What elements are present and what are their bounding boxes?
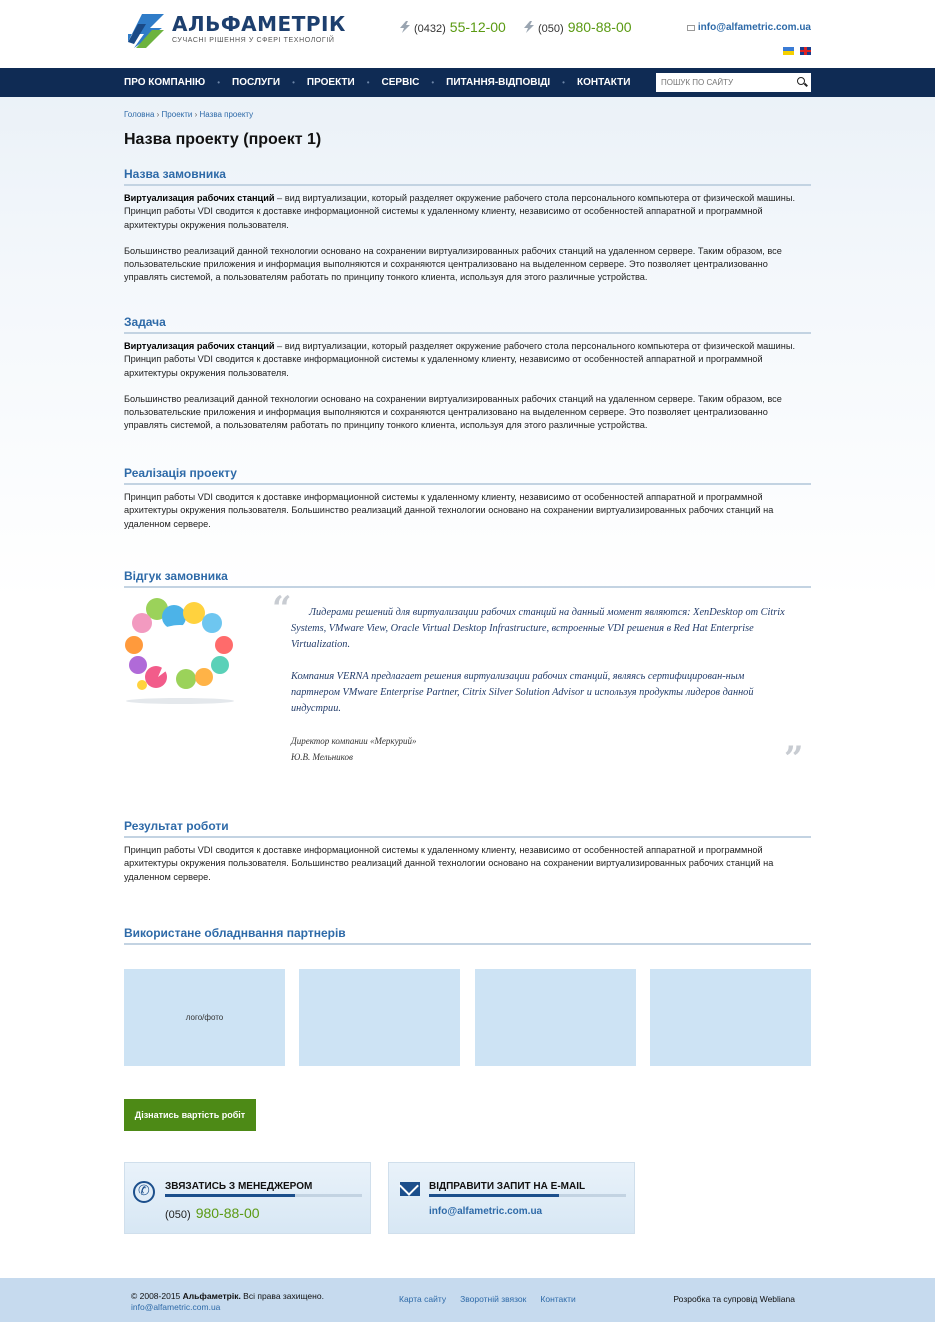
partner-card[interactable] xyxy=(650,969,811,1066)
paragraph: Большинство реализаций данной технологии основано на сохранении виртуализированных рабочих станций на удаленном сервере. Таким образом, все пользовательские приложения и информация выполняются и сохраняются централизовано на выделенном сервере. Это позволяет централизованно управлять системой, а пользователям работать по принципу тонкого клиента, используя для этого различные устройства. xyxy=(124,393,782,431)
paragraph: Принцип работы VDI сводится к доставке информационной системы к удаленному клиенту, независимо от особенностей аппаратной и программной архитектуры окружения пользователя. Большинство реализаций данной технологии основано на сохранении виртуализированных рабочих станций на удаленном сервере. xyxy=(124,845,774,882)
header-email-text: info@alfametric.com.ua xyxy=(697,22,811,33)
review-author-title: Директор компании «Меркурий» xyxy=(291,736,417,746)
contact-phone-code: (050) xyxy=(165,1209,191,1221)
phone-2-code: (050) xyxy=(538,23,564,35)
nav-item-about[interactable]: ПРО КОМПАНІЮ xyxy=(124,77,206,88)
quote-open-icon: “ xyxy=(272,589,292,629)
footer-link-contacts[interactable]: Контакти xyxy=(540,1294,576,1304)
language-switcher xyxy=(783,47,811,55)
nav-separator: • xyxy=(217,78,221,87)
paragraph-text: – вид виртуализации, который разделяет окружение рабочего стола персонального компьютера от физической машины. Принцип работы VDI сводится к доставке информационной системы к удаленному клиенту, независимо от особенностей аппаратной и программной архитектуры окружения пользователя. xyxy=(124,193,796,230)
partner-card[interactable] xyxy=(299,969,460,1066)
logo-name: АЛЬФАМЕТРІК xyxy=(172,12,346,36)
footer-links xyxy=(399,1294,576,1304)
contact-manager-box[interactable] xyxy=(124,1162,371,1234)
phone-2-number: 980-88-00 xyxy=(567,19,632,35)
speech-bubbles-illustration xyxy=(124,597,236,707)
bold-term: Виртуализация рабочих станций xyxy=(124,341,275,351)
review-quote xyxy=(291,605,791,765)
copyright-suffix: Всі права захищено. xyxy=(240,1291,324,1301)
quote-paragraph: Лидерами решений для виртуализации рабочих станций на данный момент являются: XenDesktop от Citrix Systems, VMware View, Oracle Virtual Desktop Infrastructure, встроенные VDI решения в Red Hat Enterprise Virtualization. xyxy=(291,607,785,650)
contact-email-box[interactable] xyxy=(388,1162,635,1234)
breadcrumb-separator: › xyxy=(194,110,198,119)
search-box xyxy=(656,73,811,92)
copyright-brand: Альфаметрік. xyxy=(182,1291,241,1301)
flag-ua-icon[interactable] xyxy=(783,47,794,55)
contact-manager-title: ЗВЯЗАТИСЬ З МЕНЕДЖЕРОМ xyxy=(165,1181,313,1192)
contact-email-title: ВІДПРАВИТИ ЗАПИТ НА E-MAIL xyxy=(429,1181,586,1192)
bold-term: Виртуализация рабочих станций xyxy=(124,193,275,203)
footer-link-sitemap[interactable]: Карта сайту xyxy=(399,1294,447,1304)
bolt-icon xyxy=(523,21,535,33)
paragraph: Принцип работы VDI сводится к доставке информационной системы к удаленному клиенту, независимо от особенностей аппаратной и программной архитектуры окружения пользователя. Большинство реализаций данной технологии основано на сохранении виртуализированных рабочих станций на удаленном сервере. xyxy=(124,492,774,529)
developer-credit xyxy=(673,1294,795,1304)
section-customer xyxy=(124,167,811,285)
section-task xyxy=(124,315,811,433)
footer-link-feedback[interactable]: Зворотній звязок xyxy=(460,1294,527,1304)
developer-prefix: Розробка та супровід xyxy=(673,1294,760,1304)
phone-icon xyxy=(133,1181,155,1203)
quote-close-icon: ” xyxy=(784,739,804,779)
mail-icon xyxy=(400,1182,420,1196)
section-partners xyxy=(124,926,811,945)
section-title: Використане обладнвання партнерів xyxy=(124,926,811,945)
main-nav xyxy=(0,68,935,97)
header-email-link[interactable] xyxy=(687,22,811,33)
footer-email-link[interactable]: info@alfametric.com.ua xyxy=(131,1302,221,1312)
section-realization xyxy=(124,466,811,531)
nav-item-projects[interactable]: ПРОЕКТИ xyxy=(306,77,355,88)
section-title: Назва замовника xyxy=(124,167,811,186)
logo[interactable] xyxy=(124,12,346,50)
search-input[interactable] xyxy=(656,74,793,91)
breadcrumb-projects[interactable]: Проекти xyxy=(161,110,193,119)
contact-email-link[interactable]: info@alfametric.com.ua xyxy=(429,1206,543,1217)
site-header xyxy=(0,0,935,68)
paragraph: Большинство реализаций данной технологии основано на сохранении виртуализированных рабочих станций на удаленном сервере. Таким образом, все пользовательские приложения и информация выполняются и сохраняются централизовано на выделенном сервере. Это позволяет централизованно управлять системой, а пользователям работать по принципу тонкого клиента, используя для этого различные устройства. xyxy=(124,245,782,283)
divider xyxy=(165,1194,362,1197)
breadcrumb xyxy=(124,110,811,119)
section-title: Задача xyxy=(124,315,811,334)
nav-item-services[interactable]: ПОСЛУГИ xyxy=(232,77,281,88)
breadcrumb-separator: › xyxy=(156,110,160,119)
nav-separator: • xyxy=(431,78,435,87)
bolt-icon xyxy=(399,21,411,33)
developer-link[interactable]: Webliana xyxy=(759,1294,795,1304)
nav-separator: • xyxy=(562,78,565,87)
search-icon[interactable] xyxy=(793,74,811,91)
header-phone-2[interactable] xyxy=(523,19,632,35)
section-review xyxy=(124,569,811,779)
section-title: Відгук замовника xyxy=(124,569,811,588)
get-price-button[interactable]: Дізнатись вартість робіт xyxy=(124,1099,256,1131)
breadcrumb-home[interactable]: Головна xyxy=(124,110,155,119)
page-title: Назва проекту (проект 1) xyxy=(124,131,322,148)
section-result xyxy=(124,819,811,884)
partner-card[interactable] xyxy=(475,969,636,1066)
main-content xyxy=(124,97,811,1221)
paragraph xyxy=(124,192,811,232)
section-title: Результат роботи xyxy=(124,819,811,838)
nav-separator: • xyxy=(292,78,295,87)
logo-tagline: СУЧАСНІ РІШЕННЯ У СФЕРІ ТЕХНОЛОГІЙ xyxy=(172,37,335,44)
paragraph-text: – вид виртуализации, который разделяет окружение рабочего стола персонального компьютера от физической машины. Принцип работы VDI сводится к доставке информационной системы к удаленному клиенту, независимо от особенностей аппаратной и программной архитектуры окружения пользователя. xyxy=(124,341,796,378)
paragraph xyxy=(124,340,811,380)
envelope-icon xyxy=(687,25,695,31)
phone-1-code: (0432) xyxy=(414,23,446,35)
nav-item-contacts[interactable]: КОНТАКТИ xyxy=(576,77,631,88)
phone-1-number: 55-12-00 xyxy=(449,19,506,35)
header-phone-1[interactable] xyxy=(399,19,506,35)
contact-phone-number: 980-88-00 xyxy=(195,1205,260,1221)
quote-paragraph: Компания VERNA предлагает решения виртуализации рабочих станций, являясь сертифицирован-ным партнером VMware Enterprise Partner, Citrix Silver Solution Advisor и используя продукты лидеров данной индустрии. xyxy=(291,671,754,714)
divider xyxy=(429,1194,626,1197)
contact-manager-phone[interactable] xyxy=(165,1205,260,1221)
partner-card[interactable]: лого/фото xyxy=(124,969,285,1066)
nav-item-service[interactable]: СЕРВІС xyxy=(381,77,420,88)
review-author-name: Ю.В. Мельников xyxy=(291,752,353,762)
section-title: Реалізація проекту xyxy=(124,466,811,485)
logo-icon xyxy=(124,12,168,50)
copyright xyxy=(131,1291,324,1313)
flag-en-icon[interactable] xyxy=(800,47,811,55)
nav-item-faq[interactable]: ПИТАННЯ-ВІДПОВІДІ xyxy=(446,77,551,88)
site-footer xyxy=(0,1278,935,1322)
copyright-prefix: © 2008-2015 xyxy=(131,1291,183,1301)
breadcrumb-current: Назва проекту xyxy=(199,110,254,119)
partners-grid xyxy=(124,969,811,1066)
nav-separator: • xyxy=(366,78,370,87)
